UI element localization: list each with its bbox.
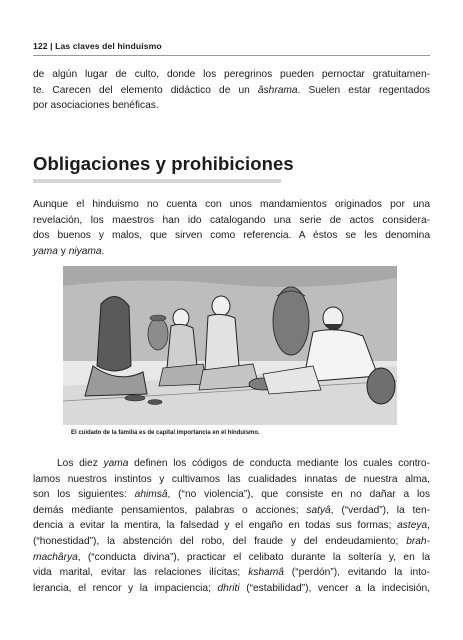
text-run: vida marital, evitar las relaciones ilícitas; xyxy=(33,567,249,579)
paragraph-line: por asociaciones benéficas. xyxy=(33,100,159,112)
text-run: (“perdón”), evitando la into- xyxy=(283,567,430,579)
text-run: (“honestidad”), la abstención del robo, del fraude y del endeudamiento; xyxy=(33,535,407,547)
italic-term: âshrama xyxy=(257,84,298,96)
text-run: , xyxy=(427,520,430,532)
text-run: (“estabilidad”), vencer a la indecisión, xyxy=(239,582,430,594)
text-run: y xyxy=(57,245,69,257)
paragraph-line xyxy=(33,83,430,99)
italic-term: ahimsâ xyxy=(134,489,168,501)
italic-term: asteya xyxy=(397,520,428,532)
italic-term: satyâ xyxy=(306,504,331,516)
text-run: Los diez xyxy=(57,458,104,469)
illustration-drawing xyxy=(63,266,397,425)
figure-caption: El cuidado de la familia es de capital importancia en el hinduismo. xyxy=(71,430,260,436)
page-number: 122 xyxy=(33,41,48,51)
text-run: . Suelen estar regentados xyxy=(297,84,430,96)
paragraph-line: revelación, los maestros han ido catalogando una serie de actos considera- xyxy=(33,214,430,226)
italic-term: kshamâ xyxy=(248,567,284,579)
paragraph-1 xyxy=(33,67,430,114)
text-run: , (“no violencia”), que consiste en no dañar a los xyxy=(167,489,430,501)
paragraph-line xyxy=(33,565,430,581)
paragraph-3 xyxy=(33,456,430,596)
title-underline xyxy=(33,179,281,183)
text-run: lerancia, el rencor y la impaciencia; xyxy=(33,582,218,594)
paragraph-line xyxy=(33,581,430,597)
paragraph-line xyxy=(33,456,430,472)
paragraph-line xyxy=(33,503,430,519)
text-run: demás mediante pensamientos, palabras o acciones; xyxy=(33,504,307,516)
paragraph-2 xyxy=(33,197,430,259)
paragraph-line: Aunque el hinduismo no cuenta con unos mandamientos originados por una xyxy=(33,199,430,210)
text-run: . xyxy=(101,245,105,257)
book-title: Las claves del hinduismo xyxy=(55,41,162,51)
family-illustration xyxy=(63,266,397,425)
paragraph-line xyxy=(33,534,430,550)
text-run: te. Carecen del elemento didáctico de un xyxy=(33,84,258,96)
italic-term: yama xyxy=(103,458,129,469)
text-run: definen los códigos de conducta mediante los cuales contro- xyxy=(128,458,430,469)
italic-term: machârya xyxy=(33,551,78,563)
paragraph-line xyxy=(33,244,430,260)
running-header xyxy=(33,41,162,51)
paragraph-line xyxy=(33,550,430,566)
text-run: , (“verdad”), la ten- xyxy=(330,504,430,516)
italic-term: niyama xyxy=(68,245,102,257)
paragraph-line xyxy=(33,487,430,503)
paragraph-line xyxy=(33,518,430,534)
text-run: , (“conducta divina”), practicar el celibato durante la soltería y, en la xyxy=(77,551,430,563)
paragraph-line: lamos nuestros instintos y cultivamos las cualidades innatas de nuestra alma, xyxy=(33,473,430,485)
header-separator: | xyxy=(50,41,53,51)
paragraph-line: dos buenos y malos, que sirven como referencia. A éstos se les denomina xyxy=(33,230,430,242)
italic-term: brah- xyxy=(406,535,430,547)
text-run: dencia a evitar la mentira, la falsedad y el engaño en todas sus formas; xyxy=(33,520,398,532)
italic-term: yama xyxy=(33,245,58,257)
section-title: Obligaciones y prohibiciones xyxy=(33,153,294,174)
italic-term: dhriti xyxy=(217,582,240,594)
text-run: son los siguientes: xyxy=(33,489,135,501)
paragraph-line: de algún lugar de culto, donde los peregrinos pueden pernoctar gratuitamen- xyxy=(33,69,430,80)
header-rule xyxy=(33,55,430,56)
